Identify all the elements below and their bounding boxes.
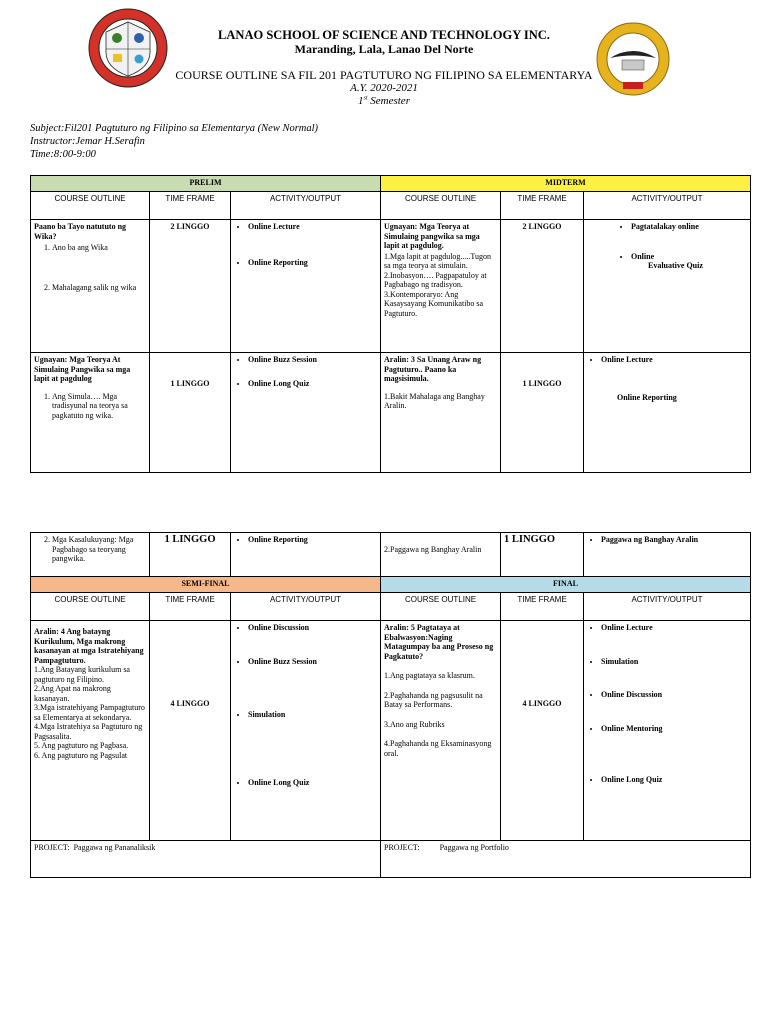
continued-outline-cell	[31, 533, 150, 577]
activity-item: • Online Reporting	[248, 258, 377, 268]
outline-line: 1.Ang Batayang kurikulum sa pagtuturo ng Filipino.	[34, 665, 130, 684]
activity-item: • Online Buzz Session	[248, 355, 377, 365]
time-frame-value: 1 LINGGO	[501, 533, 584, 577]
activity-cell	[584, 621, 751, 841]
time-frame-value: 1 LINGGO	[150, 533, 231, 577]
time-line: Time:8:00-9:00	[30, 149, 96, 160]
activity-item: • Online Buzz Session	[248, 657, 377, 667]
project-label: PROJECT:	[34, 843, 70, 852]
outline-item: 2. Mahalagang salik ng wika	[52, 283, 146, 293]
time-frame-value: 1 LINGGO	[150, 353, 231, 473]
activity-item: • Paggawa ng Banghay Aralin	[601, 535, 747, 545]
column-header-activity: ACTIVITY/OUTPUT	[231, 192, 381, 220]
semifinal-outline-cell	[31, 621, 150, 841]
time-frame-value: 1 LINGGO	[501, 353, 584, 473]
column-header-activity: ACTIVITY/OUTPUT	[584, 593, 751, 621]
outline-title: Aralin: 5 Pagtataya at Ebalwasyon:Naging Matagumpay ba ang Proseso ng Pagkatuto?	[384, 623, 494, 661]
column-header-time-frame: TIME FRAME	[501, 192, 584, 220]
activity-item: • Online Lecture	[601, 355, 747, 365]
activity-item: • Simulation	[601, 657, 747, 667]
outline-line: 3.Kontemporaryo: Ang Kasaysayang Komunikatibo sa Pagtuturo.	[384, 289, 484, 318]
activity-cell	[231, 353, 381, 473]
semifinal-final-table	[30, 532, 751, 878]
school-name: LANAO SCHOOL OF SCIENCE AND TECHNOLOGY INC.	[218, 28, 550, 42]
activity-item: • Online Discussion	[601, 690, 747, 700]
prelim-midterm-table	[30, 175, 751, 473]
column-header-course-outline: COURSE OUTLINE	[381, 192, 501, 220]
prelim-outline-cell	[31, 220, 150, 353]
outline-line: 1.Bakit Mahalaga ang Banghay Aralin.	[384, 391, 485, 410]
column-header-course-outline: COURSE OUTLINE	[31, 593, 150, 621]
outline-item: 1. Ang Simula…. Mga tradisyunal na teorya sa pagkatuto ng wika.	[52, 392, 146, 421]
column-header-course-outline: COURSE OUTLINE	[381, 593, 501, 621]
midterm-header: MIDTERM	[381, 176, 751, 192]
midterm-outline-cell	[381, 353, 501, 473]
activity-item: • Online Lecture	[601, 623, 747, 633]
final-outline-cell	[381, 621, 501, 841]
semester: 1st Semester	[358, 95, 410, 107]
outline-line: 3.Mga istratehiyang Pampagtuturo sa Elementarya at sekondarya.	[34, 703, 145, 722]
time-frame-value: 4 LINGGO	[150, 621, 231, 841]
semifinal-header: SEMI-FINAL	[31, 577, 381, 593]
column-header-time-frame: TIME FRAME	[501, 593, 584, 621]
project-label: PROJECT:	[384, 843, 420, 852]
school-address: Maranding, Lala, Lanao Del Norte	[294, 42, 474, 56]
time-frame-value: 2 LINGGO	[501, 220, 584, 353]
column-header-activity: ACTIVITY/OUTPUT	[231, 593, 381, 621]
activity-item: • Online	[631, 252, 747, 262]
outline-title: Ugnayan: Mga Teorya At Simulaing Pangwika sa mga lapit at pagdulog	[34, 355, 131, 383]
activity-item: • Online Mentoring	[601, 724, 747, 734]
activity-item: • Online Long Quiz	[248, 778, 377, 788]
outline-line: 2.Paghahanda ng pagsusulit na Batay sa Performans.	[384, 690, 483, 709]
outline-item: 1. Ano ba ang Wika	[52, 243, 146, 253]
outline-title: Ugnayan: Mga Teorya at Simulaing pangwika sa mga lapit at pagdulog.	[384, 222, 480, 250]
activity-item: Online Reporting	[617, 392, 677, 402]
activity-cell	[231, 220, 381, 353]
project-value: Paggawa ng Pananaliksik	[73, 843, 156, 852]
academic-year: A.Y. 2020-2021	[350, 82, 418, 94]
outline-line: 3.Ano ang Rubriks	[384, 719, 445, 729]
prelim-outline-cell	[31, 353, 150, 473]
outline-line: 6. Ang pagtuturo ng Pagsulat	[34, 750, 128, 760]
column-header-activity: ACTIVITY/OUTPUT	[584, 192, 751, 220]
outline-title: Paano ba Tayo natututo ng Wika?	[34, 222, 127, 241]
outline-line: 2.Inobasyon…. Pagpapatuloy at Pagbabago ng tradisyon.	[384, 270, 487, 289]
column-header-time-frame: TIME FRAME	[150, 593, 231, 621]
activity-item: • Online Reporting	[248, 535, 377, 545]
column-header-time-frame: TIME FRAME	[150, 192, 231, 220]
project-right	[381, 841, 751, 878]
outline-line: 4.Paghahanda ng Eksaminasyong oral.	[384, 739, 492, 758]
activity-item: • Online Discussion	[248, 623, 377, 633]
activity-item: • Pagtatalakay online	[631, 222, 747, 232]
outline-line: 5. Ang pagtuturo ng Pagbasa.	[34, 741, 129, 750]
activity-item: • Online Long Quiz	[601, 775, 747, 785]
outline-line: 1.Ang pagtataya sa klasrum.	[384, 671, 475, 680]
time-frame-value: 4 LINGGO	[501, 621, 584, 841]
column-header-course-outline: COURSE OUTLINE	[31, 192, 150, 220]
outline-line: 2.Paggawa ng Banghay Aralin	[384, 545, 482, 554]
activity-item: • Simulation	[248, 710, 377, 720]
outline-title: Aralin: 3 Sa Unang Araw ng Pagtuturo.. Paano ka magsisimula.	[384, 355, 482, 383]
activity-cell	[584, 533, 751, 577]
final-header: FINAL	[381, 577, 751, 593]
activity-cell	[584, 220, 751, 353]
outline-title: Aralin: 4 Ang batayng Kurikulum, Mga makrong kasanayan at mga Istratehiyang Pampagtuturo.	[34, 627, 144, 665]
outline-item: 2. Mga Kasalukuyang: Mga Pagbabago sa teoryang pangwika.	[52, 535, 146, 564]
activity-cell	[231, 621, 381, 841]
project-value: Paggawa ng Portfolio	[439, 843, 509, 852]
course-outline-title: COURSE OUTLINE SA FIL 201 PAGTUTURO NG FILIPINO SA ELEMENTARYA	[175, 68, 593, 82]
instructor-line: Instructor:Jemar H.Serafin	[30, 136, 145, 147]
activity-item: • Online Long Quiz	[248, 379, 377, 389]
activity-item: • Online Lecture	[248, 222, 377, 232]
prelim-header: PRELIM	[31, 176, 381, 192]
activity-cell	[231, 533, 381, 577]
midterm-outline-cell	[381, 220, 501, 353]
project-left	[31, 841, 381, 878]
time-frame-value: 2 LINGGO	[150, 220, 231, 353]
activity-item-continued: Evaluative Quiz	[648, 261, 703, 270]
subject-line: Subject:Fil201 Pagtuturo ng Filipino sa Elementarya (New Normal)	[30, 123, 319, 134]
outline-line: 2.Ang Apat na makrong kasanayan.	[34, 684, 111, 703]
continued-outline-cell	[381, 533, 501, 577]
outline-line: 4.Mga Istratehiya sa Pagtuturo ng Pagsasalita.	[34, 722, 143, 741]
activity-cell	[584, 353, 751, 473]
outline-line: 1.Mga lapit at pagdulog.....Tugon sa mga teorya at simulain.	[384, 251, 492, 270]
